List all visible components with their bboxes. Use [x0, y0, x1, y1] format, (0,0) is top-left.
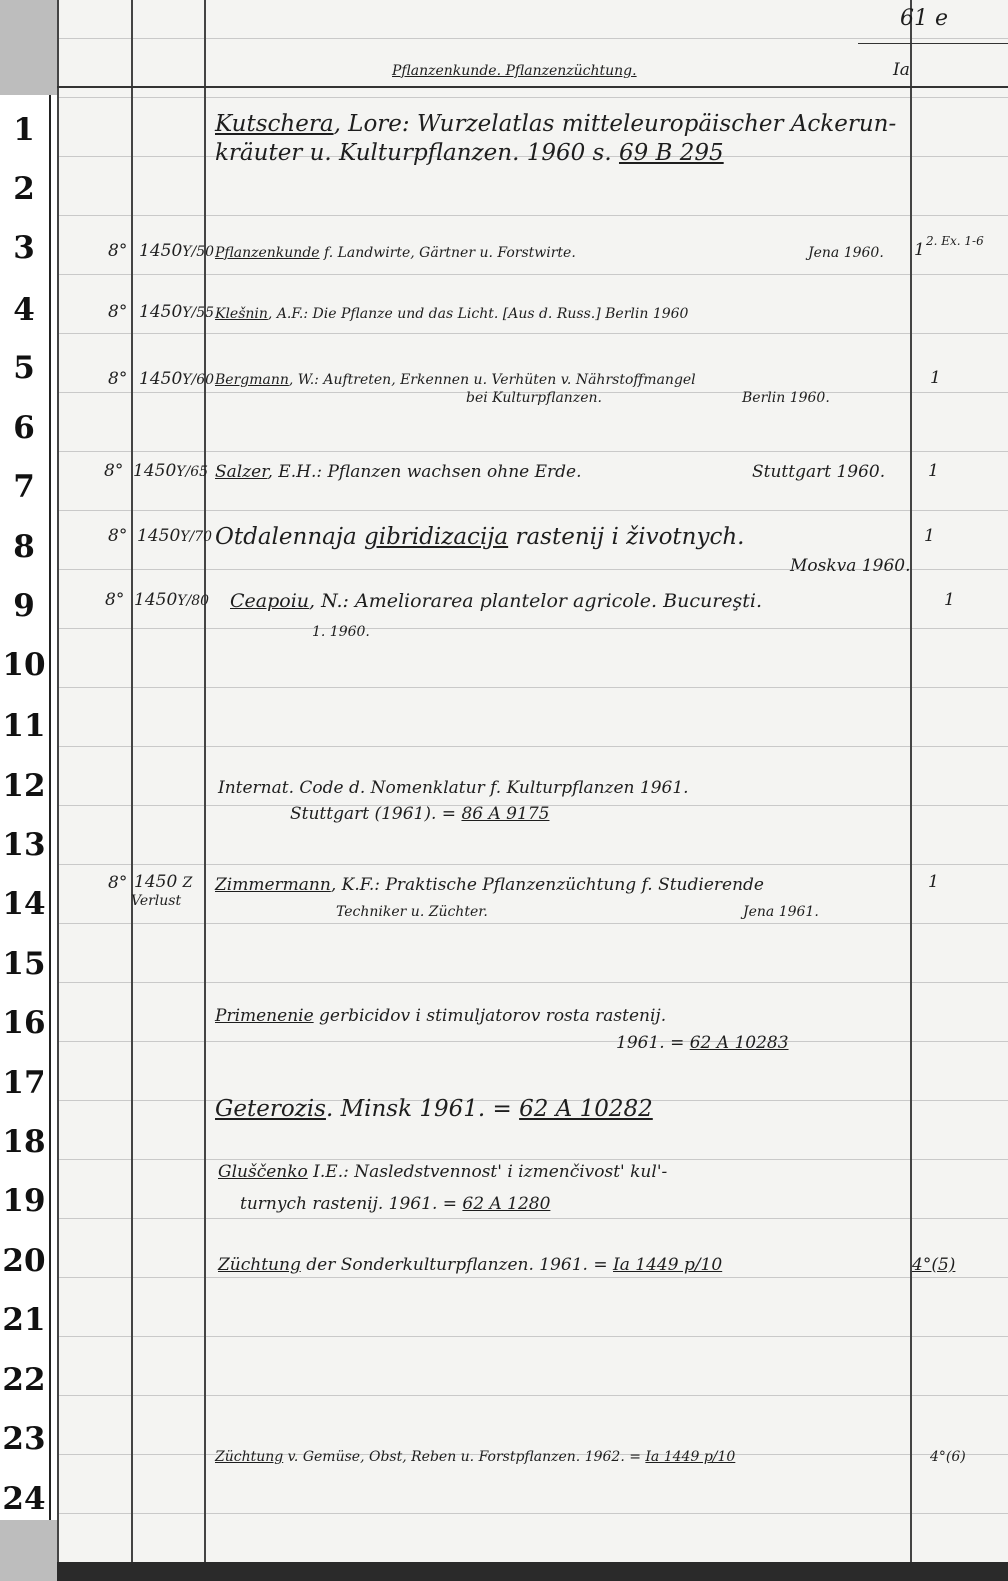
copy-note: 2. Ex. 1-6 [926, 234, 984, 248]
copy-count: 1 [914, 240, 925, 260]
format: 8° [108, 369, 128, 389]
page-number-rule [858, 43, 1008, 44]
call-number-sub: Y/50 [182, 244, 215, 260]
call-number [139, 302, 214, 322]
row-number: 16 [2, 1005, 46, 1041]
entry-title: Pflanzenkunde [215, 245, 320, 261]
entry-reference: 69 B 295 [618, 140, 724, 166]
call-number-base: 1450 [137, 526, 181, 546]
row-number: 23 [2, 1421, 46, 1457]
volume-note: 4°(6) [930, 1449, 966, 1465]
copy-count: 1 [924, 526, 935, 546]
entry-author: Zimmermann [215, 875, 331, 895]
entry-title: gibridizacija [364, 524, 509, 550]
call-number-sub: Y/55 [182, 305, 215, 321]
row-number: 5 [13, 350, 35, 386]
ruled-line [57, 864, 1008, 865]
ruled-line [57, 510, 1008, 511]
entry-reference: 62 A 1280 [462, 1194, 551, 1214]
page-number: 61 e [900, 6, 949, 31]
entry-line [215, 462, 582, 482]
entry-author: Bergmann [215, 372, 289, 388]
call-number [134, 590, 209, 610]
header-rule [57, 86, 1008, 88]
entry-text: I.E.: Nasledstvennost' i izmenčivost' kul'- [307, 1162, 668, 1182]
entry-author: Gluščenko [218, 1162, 308, 1182]
entry-text: rastenij i životnych. [508, 524, 745, 550]
row-number: 6 [13, 410, 35, 446]
call-number [134, 872, 192, 892]
entry-text: , Lore: Wurzelatlas mitteleuropäischer Ackerun- [333, 111, 897, 137]
row-number: 8 [13, 529, 35, 565]
page-title: Pflanzenkunde. Pflanzenzüchtung. [392, 63, 637, 79]
entry-text: Stuttgart (1961). = [290, 804, 457, 824]
call-number-sub: Y/60 [182, 372, 215, 388]
entry-line [240, 1194, 550, 1214]
copy-count: 1 [928, 461, 939, 481]
entry-text: f. Landwirte, Gärtner u. Forstwirte. [319, 245, 576, 261]
copy-count: 1 [944, 590, 955, 610]
format: 8° [105, 590, 125, 610]
entry-reference: Ia 1449 p/10 [613, 1255, 723, 1275]
entry-text: 1961. = [616, 1033, 685, 1053]
ruled-line [57, 982, 1008, 983]
ruled-line [57, 1277, 1008, 1278]
call-number-sub: Y/65 [176, 464, 209, 480]
entry-text: , W.: Auftreten, Erkennen u. Verhüten v. Nährstoffmangel [288, 372, 696, 388]
ruled-line [57, 1041, 1008, 1042]
entry-reference: Ia 1449 p/10 [645, 1449, 736, 1465]
row-number-strip [0, 0, 57, 1581]
entry-author: Salzer [215, 462, 268, 482]
ruled-line [57, 923, 1008, 924]
call-number [137, 526, 212, 546]
place-year: Jena 1961. [743, 904, 819, 920]
shelf-mark: Ia [893, 60, 910, 80]
copy-count: 1 [928, 872, 939, 892]
entry-line [215, 524, 744, 550]
volume-note: 4°(5) [912, 1255, 956, 1275]
entry-reference: 62 A 10283 [689, 1033, 789, 1053]
row-number: 14 [2, 886, 46, 922]
row-number: 10 [2, 647, 46, 683]
row-number: 15 [2, 946, 46, 982]
row-number: 13 [2, 827, 46, 863]
call-number-base: 1450 [139, 302, 183, 322]
format: 8° [108, 526, 128, 546]
format: 8° [108, 241, 128, 261]
entry-text: turnych rastenij. 1961. = [240, 1194, 457, 1214]
entry-author: Ceapoiu [230, 590, 310, 612]
row-number: 24 [2, 1481, 46, 1517]
entry-line [290, 804, 549, 824]
entry-text: der Sonderkulturpflanzen. 1961. = [300, 1255, 608, 1275]
entry-line: bei Kulturpflanzen. [466, 390, 602, 406]
ruled-line [57, 1159, 1008, 1160]
row-number: 1 [13, 112, 35, 148]
entry-title: Züchtung [215, 1449, 284, 1465]
entry-line [215, 1449, 735, 1465]
strip-bottom-shade [0, 1520, 57, 1581]
entry-text: . Minsk 1961. = [325, 1096, 512, 1122]
entry-line [230, 590, 762, 612]
entry-line [215, 1006, 666, 1026]
ruled-line [57, 1395, 1008, 1396]
ruled-line [57, 746, 1008, 747]
ruled-line [57, 215, 1008, 216]
entry-text: , K.F.: Praktische Pflanzenzüchtung f. Studierende [330, 875, 764, 895]
entry-line [215, 111, 896, 137]
entry-line [215, 372, 696, 388]
entry-line: Internat. Code d. Nomenklatur f. Kulturpflanzen 1961. [218, 778, 689, 798]
entry-text: , N.: Ameliorarea plantelor agricole. Bucureşti. [309, 590, 763, 612]
entry-text: v. Gemüse, Obst, Reben u. Forstpflanzen. 1962. = [283, 1449, 641, 1465]
ruled-line [57, 687, 1008, 688]
ruled-line [57, 333, 1008, 334]
format: 8° [108, 873, 128, 893]
row-number: 22 [2, 1362, 46, 1398]
entry-title: Geterozis [215, 1096, 326, 1122]
entry-reference: 62 A 10282 [519, 1096, 653, 1122]
place-year: Berlin 1960. [742, 390, 830, 406]
row-number: 12 [2, 768, 46, 804]
call-number [139, 369, 214, 389]
ruled-line [57, 38, 1008, 39]
row-number: 7 [13, 469, 35, 505]
entry-line [218, 1255, 722, 1275]
call-number [139, 241, 214, 261]
strip-edge-line [49, 95, 51, 1520]
column-line [910, 0, 912, 1581]
row-number: 4 [13, 292, 35, 328]
entry-text: gerbicidov i stimuljatorov rosta rastenij. [313, 1006, 667, 1026]
call-number-base: 1450 [139, 241, 183, 261]
page-bottom-edge [57, 1562, 1008, 1581]
ruled-line [57, 1218, 1008, 1219]
call-number-sub: Y/80 [177, 593, 210, 609]
format: 8° [104, 461, 124, 481]
entry-author: Klešnin [215, 306, 268, 322]
place-year: Stuttgart 1960. [752, 462, 886, 482]
row-number: 18 [2, 1124, 46, 1160]
row-number: 3 [13, 230, 35, 266]
entry-text: kräuter u. Kulturpflanzen. 1960 s. [215, 140, 612, 166]
call-number [133, 461, 208, 481]
column-line [57, 0, 59, 1581]
entry-reference: 86 A 9175 [461, 804, 550, 824]
row-number: 20 [2, 1243, 46, 1279]
entry-line [215, 245, 576, 261]
ruled-line [57, 97, 1008, 98]
entry-line [218, 1162, 667, 1182]
entry-line [616, 1033, 789, 1053]
place-year: Moskva 1960. [790, 556, 911, 576]
place-year: Jena 1960. [808, 245, 884, 261]
entry-line [215, 1096, 653, 1122]
ruled-line [57, 628, 1008, 629]
entry-line [215, 306, 688, 322]
row-number: 2 [13, 171, 35, 207]
strip-top-shade [0, 0, 57, 95]
entry-text: , A.F.: Die Pflanze und das Licht. [Aus d. Russ.] Berlin 1960 [267, 306, 689, 322]
call-number-base: 1450 [133, 461, 177, 481]
call-number-sub: Z [182, 875, 193, 891]
copy-count: 1 [930, 368, 941, 388]
call-number-base: 1450 [134, 872, 178, 892]
entry-text: Otdalennaja [215, 524, 364, 550]
column-line [131, 0, 133, 1581]
entry-title: Primenenie [215, 1006, 314, 1026]
call-number-base: 1450 [139, 369, 183, 389]
entry-title: Züchtung [218, 1255, 301, 1275]
entry-text: , E.H.: Pflanzen wachsen ohne Erde. [267, 462, 582, 482]
ruled-line [57, 274, 1008, 275]
entry-line: 1. 1960. [312, 624, 370, 640]
row-number: 9 [13, 588, 35, 624]
column-line [204, 0, 206, 1581]
row-number: 19 [2, 1183, 46, 1219]
ruled-line [57, 451, 1008, 452]
entry-author: Kutschera [215, 111, 334, 137]
entry-line [215, 140, 724, 166]
ruled-line [57, 1513, 1008, 1514]
entry-line [215, 875, 764, 895]
call-number-base: 1450 [134, 590, 178, 610]
row-number: 11 [2, 708, 46, 744]
row-number: 17 [2, 1065, 46, 1101]
row-number: 21 [2, 1302, 46, 1338]
entry-line: Techniker u. Züchter. [336, 904, 488, 920]
call-number-sub: Y/70 [180, 529, 213, 545]
loss-note: Verlust [131, 893, 182, 909]
format: 8° [108, 302, 128, 322]
ruled-line [57, 1336, 1008, 1337]
